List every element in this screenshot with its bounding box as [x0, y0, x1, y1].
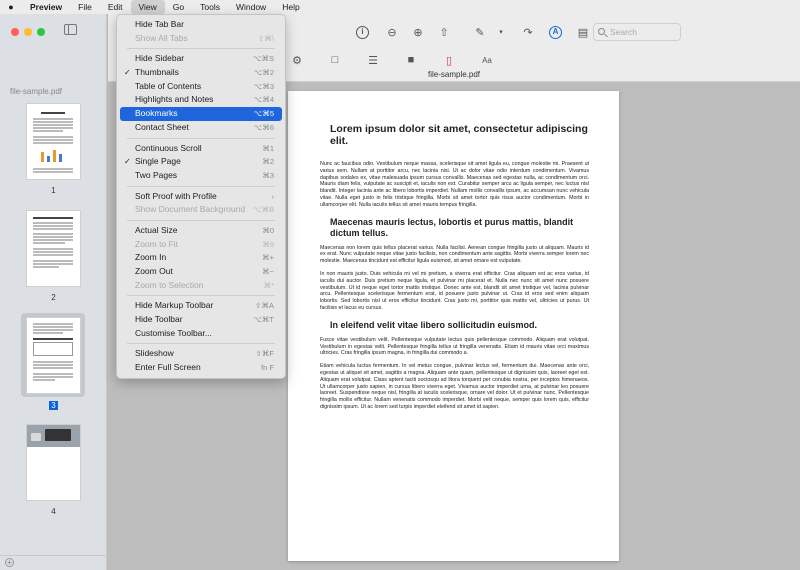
- menu-item-customise-toolbar[interactable]: [120, 327, 282, 341]
- menu-item-shortcut: ⌘9: [262, 239, 274, 249]
- menu-item-zoom-to-fit: [120, 238, 282, 252]
- menu-item-zoom-out[interactable]: [120, 265, 282, 279]
- menu-item-shortcut: ⇧⌘\: [258, 33, 274, 43]
- checkmark-icon: ✓: [124, 157, 131, 167]
- menu-item-label: Single Page: [135, 156, 181, 167]
- menu-item-label: Contact Sheet: [135, 121, 189, 132]
- menu-item-highlights-and-notes[interactable]: [120, 93, 282, 107]
- menu-item-contact-sheet[interactable]: [120, 121, 282, 135]
- menu-bar: [0, 0, 800, 14]
- menu-item-label: Show All Tabs: [135, 32, 188, 43]
- pdf-page: [288, 91, 619, 561]
- heading-3: In eleifend velit vitae libero sollicitudin euismod.: [330, 319, 538, 330]
- menu-item-label: Hide Toolbar: [135, 314, 183, 325]
- thumbnail-page-1[interactable]: [27, 104, 80, 179]
- menu-item-continuous-scroll[interactable]: [120, 142, 282, 156]
- menu-item-label: Thumbnails: [135, 67, 179, 78]
- menu-item-label: Bookmarks: [135, 108, 178, 119]
- paragraph-4: Fusce vitae vestibulum velit. Pellentesque vulputate lectus quis pellentesque commodo. Aliquam erat volutpat. Vestibulum in egestas velit. Pellentesque fringilla tellus ut fringilla venenatis. Etiam id mauris vitae orci maximus ultricies. Cras fringilla ipsum magna, in fringilla dui commodo a.: [320, 336, 589, 357]
- menu-item-label: Enter Full Screen: [135, 362, 201, 373]
- rotate-icon[interactable]: ↷: [523, 26, 533, 39]
- close-window-button[interactable]: [11, 28, 19, 36]
- stamp-icon[interactable]: ⚙: [292, 54, 302, 67]
- menu-separator: [127, 48, 275, 49]
- search-icon: [598, 28, 605, 35]
- highlight-options-chevron-icon[interactable]: ▾: [499, 29, 503, 36]
- menu-item-enter-full-screen[interactable]: [120, 361, 282, 375]
- sidebar-footer: [0, 555, 107, 570]
- menu-item-shortcut: ⌘1: [262, 143, 274, 153]
- menu-item-bookmarks[interactable]: [120, 107, 282, 121]
- menu-item-zoom-to-selection: [120, 279, 282, 293]
- sidebar-toggle-icon[interactable]: [64, 24, 77, 35]
- menu-item-shortcut: ⌘*: [263, 280, 274, 290]
- sidebar-filename: file-sample.pdf: [10, 87, 63, 96]
- thumbnail-number-3: [0, 401, 107, 410]
- menu-item-show-document-background: [120, 203, 282, 217]
- menu-item-slideshow[interactable]: [120, 347, 282, 361]
- heading-1: Lorem ipsum dolor sit amet, consectetur adipiscing elit.: [330, 123, 588, 147]
- menu-item-shortcut: ›: [271, 191, 274, 201]
- menu-item-label: Soft Proof with Profile: [135, 190, 217, 201]
- toolbar-primary: [356, 23, 592, 41]
- menu-preview[interactable]: Preview: [30, 2, 63, 12]
- menu-item-label: Hide Markup Toolbar: [135, 300, 214, 311]
- text-box-icon[interactable]: □: [331, 54, 339, 66]
- sidebar: [0, 14, 107, 570]
- highlight-pen-icon[interactable]: ✎: [475, 26, 485, 39]
- thumbnail-page-3[interactable]: [27, 318, 80, 393]
- fill-color-icon[interactable]: ▯: [445, 54, 453, 67]
- menu-item-label: Slideshow: [135, 348, 174, 359]
- zoom-window-button[interactable]: [37, 28, 45, 36]
- heading-2: Maecenas mauris lectus, lobortis et purus mattis, blandit dictum tellus.: [330, 216, 574, 238]
- menu-item-label: Zoom In: [135, 252, 167, 263]
- menu-item-label: Customise Toolbar...: [135, 327, 212, 338]
- document-title: file-sample.pdf: [428, 70, 481, 79]
- menu-item-label: Hide Tab Bar: [135, 19, 184, 29]
- selected-page-number: 3: [51, 401, 56, 410]
- paragraph-2: Maecenas non lorem quis tellus placerat varius. Nulla facilisi. Aenean congue fringilla justo ut aliquam. Mauris id ex erat. Nunc vulputate neque vitae justo facilisis, non condimentum ante sagittis. Morbi viverra semper lorem nec molestie. Maecenas tincidunt est efficitur ligula euismod, sit amet ornare est vulputate.: [320, 244, 589, 265]
- menu-separator: [127, 138, 275, 139]
- menu-tools[interactable]: Tools: [200, 2, 220, 12]
- menu-item-shortcut: ⌥⌘6: [253, 122, 274, 132]
- menu-item-shortcut: ⌥⌘5: [253, 109, 274, 119]
- paragraph-1: Nunc ac faucibus odio. Vestibulum neque massa, scelerisque sit amet ligula eu, congue molestie mi. Praesent ut varius sem. Nullam at porttitor arcu, nec lacinia nisi. Ut ac dolor vitae odio interdum condimentum. Vivamus dapibus sodales ex, vitae malesuada ipsum cursus convallis. Maecenas sed egestas nulla, ac condimentum orci. Mauris diam felis, vulputate ac suscipit et, iaculis non est. Curabitur semper arcu ac ligula semper, nec luctus nisl blandit. Integer lacinia ante ac libero lobortis imperdiet. Nullam mollis convallis ipsum, ac accumsan nunc vehicula vitae. Nulla eget justo in felis tristique fringilla. Morbi sit amet tortor quis risus auctor condimentum. Morbi in ullamcorper elit. Nulla iaculis tellus sit amet mauris tempus fringilla.: [320, 161, 589, 208]
- menu-item-shortcut: ⌥⌘4: [253, 95, 274, 105]
- menu-item-label: Hide Sidebar: [135, 53, 185, 64]
- paragraph-5: Etiam vehicula luctus fermentum. In vel metus congue, pulvinar lectus vel, fermentum dui. Maecenas ante orci, egestas ut aliquet sit amet, sagittis a magna. Aliquam ante quam, pellentesque ut dignissim quis, laoreet eget est. Aliquam erat volutpat. Class aptent taciti sociosqu ad litora torquent per conubia nostra, per inceptos himenaeos. Ut ullamcorper justo sapien, in cursus libero viverra eget. Vivamus auctor imperdiet urna, at pulvinar leo posuere laoreet. Suspendisse neque nisl, fringilla at iaculis scelerisque, ornare vel dolor. Ut et pulvinar nunc. Pellentesque fringilla mollis efficitur. Nullam venenatis commodo imperdiet. Morbi velit neque, semper quis lorem quis, efficitur dignissim ipsum. Ut ac lorem sed turpis imperdiet eleifend sit amet id sapien.: [320, 363, 589, 410]
- thumbnail-page-2[interactable]: [27, 211, 80, 286]
- menu-item-label: Highlights and Notes: [135, 94, 214, 105]
- thumbnail-page-4[interactable]: [27, 425, 80, 500]
- zoom-in-icon[interactable]: ⊕: [413, 26, 423, 39]
- share-icon[interactable]: ⇧: [439, 26, 449, 39]
- menu-separator: [127, 343, 275, 344]
- menu-file[interactable]: File: [78, 2, 92, 12]
- menu-item-shortcut: ⌘2: [262, 157, 274, 167]
- menu-item-shortcut: ⇧⌘F: [255, 349, 274, 359]
- menu-item-soft-proof-with-profile[interactable]: [120, 190, 282, 204]
- menu-item-hide-markup-toolbar[interactable]: [120, 299, 282, 313]
- menu-item-two-pages[interactable]: [120, 169, 282, 183]
- toolbar-markup: [278, 51, 496, 69]
- search-input[interactable]: [593, 23, 681, 41]
- menu-item-label: Table of Contents: [135, 80, 202, 91]
- menu-item-shortcut: ⌘+: [262, 253, 274, 263]
- search-placeholder: Search: [610, 27, 637, 37]
- menu-item-shortcut: ⌘3: [262, 170, 274, 180]
- menu-item-shortcut: ⌥⌘B: [252, 205, 274, 215]
- menu-item-table-of-contents[interactable]: [120, 80, 282, 94]
- menu-item-label: Two Pages: [135, 169, 178, 180]
- menu-item-shortcut: fn F: [261, 363, 274, 373]
- menu-item-shortcut: ⌥⌘T: [253, 315, 274, 325]
- apple-logo-icon[interactable]: ●: [8, 2, 14, 12]
- menu-item-label: Zoom Out: [135, 266, 173, 276]
- view-menu-dropdown: [116, 14, 286, 379]
- thumbnail-number-4: 4: [51, 507, 56, 516]
- menu-item-label: Zoom to Selection: [135, 279, 204, 290]
- menu-help[interactable]: Help: [282, 2, 300, 12]
- menu-item-label: Actual Size: [135, 224, 178, 235]
- menu-item-zoom-in[interactable]: [120, 251, 282, 265]
- menu-go[interactable]: Go: [172, 2, 185, 12]
- menu-item-shortcut: ⌥⌘S: [252, 54, 274, 64]
- menu-separator: [127, 295, 275, 296]
- menu-item-label: Continuous Scroll: [135, 142, 202, 153]
- thumbnail-number-1: 1: [51, 186, 56, 195]
- menu-item-actual-size[interactable]: [120, 224, 282, 238]
- menu-item-thumbnails[interactable]: [120, 66, 282, 80]
- menu-separator: [127, 186, 275, 187]
- zoom-out-icon[interactable]: ⊖: [387, 26, 397, 39]
- menu-item-shortcut: ⇧⌘A: [255, 301, 274, 311]
- menu-window[interactable]: Window: [235, 2, 267, 12]
- menu-view[interactable]: View: [131, 0, 165, 14]
- menu-item-hide-tab-bar[interactable]: [120, 18, 282, 32]
- menu-edit[interactable]: Edit: [107, 2, 123, 12]
- add-icon[interactable]: +: [5, 558, 14, 567]
- menu-item-label: Show Document Background: [135, 204, 246, 215]
- window-controls: [11, 28, 45, 36]
- paragraph-3: In non mauris justo. Duis vehicula mi vel mi pretium, a viverra erat efficitur. Cras aliquam est ac eros varius, id iaculis dui auctor. Duis pretium neque ligula, et pulvinar mi placerat et. Nulla nec nunc sit amet nunc posuere vestibulum. Ut id neque eget tortor mattis tristique. Donec ante est, blandit sit amet tristique vel, lacinia pulvinar arcu. Pellentesque scelerisque fermentum erat, id posuere justo pulvinar ut. Cras id eros sed enim aliquam lobortis. Sed lobortis nisl ut eros efficitur tincidunt. Cras justo mi, porttitor quis mattis vel, ultricies ut purus. Ut facilisis et lacus eu cursus.: [320, 270, 589, 311]
- markup-icon[interactable]: A: [549, 26, 562, 39]
- checkmark-icon: ✓: [124, 68, 131, 78]
- border-color-icon[interactable]: ■: [407, 54, 415, 66]
- menu-item-single-page[interactable]: [120, 155, 282, 169]
- text-style-button[interactable]: Aa: [482, 55, 492, 65]
- menu-item-shortcut: ⌘−: [262, 267, 274, 276]
- info-icon[interactable]: i: [356, 26, 369, 39]
- sign-icon[interactable]: ▤: [577, 26, 589, 39]
- menu-separator: [127, 220, 275, 221]
- menu-item-show-all-tabs: [120, 32, 282, 46]
- thumbnail-number-2: 2: [51, 293, 56, 302]
- menu-item-label: Zoom to Fit: [135, 238, 178, 249]
- menu-item-hide-sidebar[interactable]: [120, 52, 282, 66]
- minimize-window-button[interactable]: [24, 28, 32, 36]
- menu-item-hide-toolbar[interactable]: [120, 313, 282, 327]
- menu-item-shortcut: ⌥⌘3: [253, 81, 274, 91]
- shape-style-icon[interactable]: ☰: [368, 54, 378, 67]
- menu-item-shortcut: ⌘0: [262, 225, 274, 235]
- menu-item-shortcut: ⌥⌘2: [253, 68, 274, 78]
